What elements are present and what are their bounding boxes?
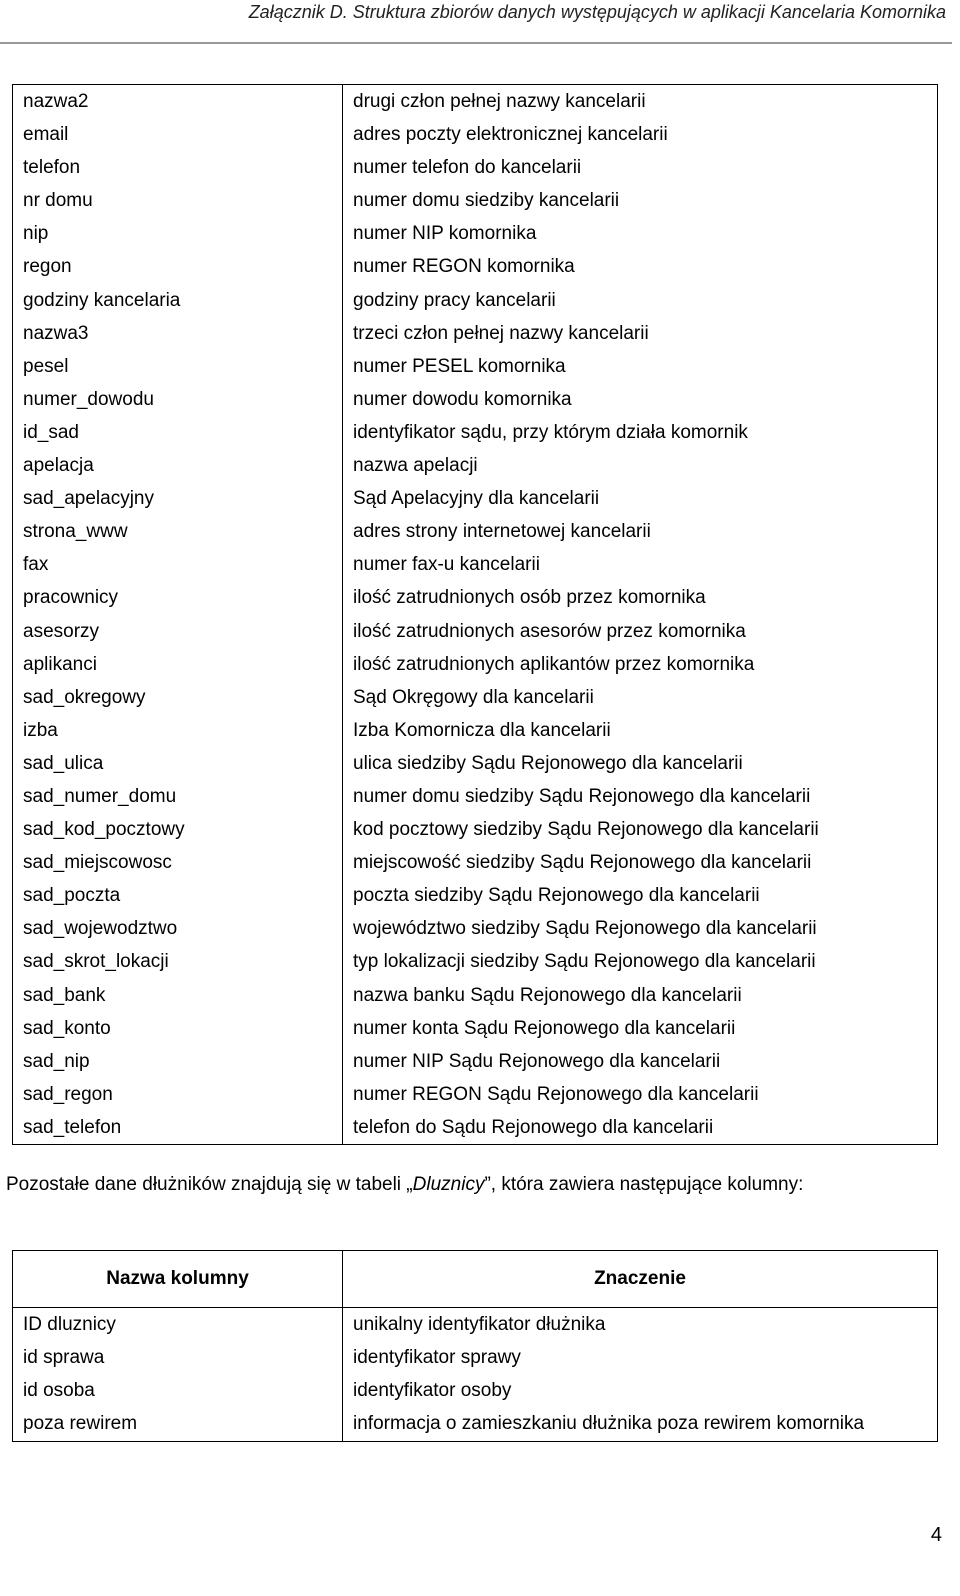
table-row xyxy=(13,581,938,614)
column-name-cell: id sprawa xyxy=(13,1341,343,1374)
column-meaning-cell: województwo siedziby Sądu Rejonowego dla kancelarii xyxy=(343,912,938,945)
column-name-cell: sad_bank xyxy=(13,979,343,1012)
column-meaning-cell: numer telefon do kancelarii xyxy=(343,151,938,184)
column-name-cell: pesel xyxy=(13,350,343,383)
column-meaning-cell: Izba Komornicza dla kancelarii xyxy=(343,714,938,747)
column-name-cell: sad_konto xyxy=(13,1012,343,1045)
column-meaning-cell: identyfikator osoby xyxy=(343,1374,938,1407)
column-meaning-cell: trzeci człon pełnej nazwy kancelarii xyxy=(343,317,938,350)
column-name-cell: sad_nip xyxy=(13,1045,343,1078)
column-name-cell: pracownicy xyxy=(13,581,343,614)
column-meaning-cell: numer fax-u kancelarii xyxy=(343,548,938,581)
table-row xyxy=(13,1045,938,1078)
column-name-cell: sad_regon xyxy=(13,1078,343,1111)
table-row xyxy=(13,912,938,945)
column-name-cell: sad_miejscowosc xyxy=(13,846,343,879)
dluznicy-table xyxy=(12,1250,938,1442)
table-row xyxy=(13,317,938,350)
column-name-cell: fax xyxy=(13,548,343,581)
column-meaning-cell: Sąd Apelacyjny dla kancelarii xyxy=(343,482,938,515)
column-name-cell: id_sad xyxy=(13,416,343,449)
column-name-cell: nr domu xyxy=(13,184,343,217)
column-meaning-cell: identyfikator sądu, przy którym działa komornik xyxy=(343,416,938,449)
table-row xyxy=(13,548,938,581)
column-meaning-cell: unikalny identyfikator dłużnika xyxy=(343,1308,938,1342)
column-name-cell: izba xyxy=(13,714,343,747)
table-row xyxy=(13,184,938,217)
table-row xyxy=(13,714,938,747)
column-name-cell: ID dluznicy xyxy=(13,1308,343,1342)
table-row xyxy=(13,350,938,383)
paragraph-before: Pozostałe dane dłużników znajdują się w tabeli „ xyxy=(6,1174,413,1195)
column-header-meaning: Znaczenie xyxy=(343,1251,938,1308)
column-meaning-cell: ilość zatrudnionych osób przez komornika xyxy=(343,581,938,614)
table-row xyxy=(13,1078,938,1111)
column-meaning-cell: adres strony internetowej kancelarii xyxy=(343,515,938,548)
column-meaning-cell: numer REGON komornika xyxy=(343,250,938,283)
intro-paragraph xyxy=(6,1174,803,1196)
table-row xyxy=(13,383,938,416)
column-meaning-cell: nazwa banku Sądu Rejonowego dla kancelarii xyxy=(343,979,938,1012)
column-meaning-cell: ilość zatrudnionych asesorów przez komornika xyxy=(343,615,938,648)
column-meaning-cell: numer NIP Sądu Rejonowego dla kancelarii xyxy=(343,1045,938,1078)
column-meaning-cell: ulica siedziby Sądu Rejonowego dla kancelarii xyxy=(343,747,938,780)
page-header xyxy=(0,0,960,44)
table-row xyxy=(13,118,938,151)
table-row xyxy=(13,747,938,780)
column-meaning-cell: miejscowość siedziby Sądu Rejonowego dla kancelarii xyxy=(343,846,938,879)
column-meaning-cell: informacja o zamieszkaniu dłużnika poza rewirem komornika xyxy=(343,1407,938,1442)
table-row xyxy=(13,250,938,283)
column-name-cell: sad_skrot_lokacji xyxy=(13,945,343,978)
column-meaning-cell: Sąd Okręgowy dla kancelarii xyxy=(343,681,938,714)
column-name-cell: nazwa2 xyxy=(13,85,343,119)
column-name-cell: nip xyxy=(13,217,343,250)
table-row xyxy=(13,681,938,714)
table-header-row xyxy=(13,1251,938,1308)
page-number: 4 xyxy=(930,1524,942,1546)
table-row xyxy=(13,1308,938,1342)
column-meaning-cell: numer domu siedziby Sądu Rejonowego dla kancelarii xyxy=(343,780,938,813)
table-row xyxy=(13,879,938,912)
table-row xyxy=(13,1111,938,1145)
column-meaning-cell: numer REGON Sądu Rejonowego dla kancelarii xyxy=(343,1078,938,1111)
column-meaning-cell: numer dowodu komornika xyxy=(343,383,938,416)
table-row xyxy=(13,1407,938,1442)
column-name-cell: sad_wojewodztwo xyxy=(13,912,343,945)
table-row xyxy=(13,846,938,879)
table-row xyxy=(13,449,938,482)
column-name-cell: id osoba xyxy=(13,1374,343,1407)
column-meaning-cell: numer NIP komornika xyxy=(343,217,938,250)
fields-table-body xyxy=(13,85,938,1145)
header-title: Załącznik D. Struktura zbiorów danych występujących w aplikacji Kancelaria Komornika xyxy=(248,2,946,22)
column-name-cell: strona_www xyxy=(13,515,343,548)
table-row xyxy=(13,1341,938,1374)
table-row xyxy=(13,979,938,1012)
table-row xyxy=(13,945,938,978)
table-row xyxy=(13,615,938,648)
column-name-cell: sad_okregowy xyxy=(13,681,343,714)
table-row xyxy=(13,515,938,548)
table-row xyxy=(13,648,938,681)
column-header-name: Nazwa kolumny xyxy=(13,1251,343,1308)
column-meaning-cell: kod pocztowy siedziby Sądu Rejonowego dla kancelarii xyxy=(343,813,938,846)
column-name-cell: telefon xyxy=(13,151,343,184)
column-name-cell: email xyxy=(13,118,343,151)
column-name-cell: aplikanci xyxy=(13,648,343,681)
column-name-cell: apelacja xyxy=(13,449,343,482)
table-row xyxy=(13,416,938,449)
table-row xyxy=(13,813,938,846)
column-name-cell: sad_numer_domu xyxy=(13,780,343,813)
column-name-cell: sad_kod_pocztowy xyxy=(13,813,343,846)
column-name-cell: poza rewirem xyxy=(13,1407,343,1442)
header-rule xyxy=(0,42,952,44)
column-name-cell: sad_ulica xyxy=(13,747,343,780)
paragraph-table-name: Dluznicy xyxy=(412,1174,485,1195)
column-meaning-cell: numer PESEL komornika xyxy=(343,350,938,383)
table-row xyxy=(13,85,938,119)
dluznicy-table-body xyxy=(13,1308,938,1442)
column-name-cell: sad_telefon xyxy=(13,1111,343,1145)
column-meaning-cell: numer konta Sądu Rejonowego dla kancelarii xyxy=(343,1012,938,1045)
column-name-cell: nazwa3 xyxy=(13,317,343,350)
column-meaning-cell: typ lokalizacji siedziby Sądu Rejonowego dla kancelarii xyxy=(343,945,938,978)
column-meaning-cell: nazwa apelacji xyxy=(343,449,938,482)
table-row xyxy=(13,1374,938,1407)
column-meaning-cell: poczta siedziby Sądu Rejonowego dla kancelarii xyxy=(343,879,938,912)
column-name-cell: godziny kancelaria xyxy=(13,284,343,317)
column-name-cell: numer_dowodu xyxy=(13,383,343,416)
column-meaning-cell: numer domu siedziby kancelarii xyxy=(343,184,938,217)
column-name-cell: sad_poczta xyxy=(13,879,343,912)
column-meaning-cell: adres poczty elektronicznej kancelarii xyxy=(343,118,938,151)
table-row xyxy=(13,151,938,184)
column-meaning-cell: telefon do Sądu Rejonowego dla kancelarii xyxy=(343,1111,938,1145)
column-name-cell: asesorzy xyxy=(13,615,343,648)
paragraph-after: ”, która zawiera następujące kolumny: xyxy=(484,1174,804,1195)
column-name-cell: regon xyxy=(13,250,343,283)
table-row xyxy=(13,780,938,813)
fields-table xyxy=(12,84,938,1145)
column-meaning-cell: ilość zatrudnionych aplikantów przez komornika xyxy=(343,648,938,681)
column-name-cell: sad_apelacyjny xyxy=(13,482,343,515)
table-row xyxy=(13,217,938,250)
column-meaning-cell: identyfikator sprawy xyxy=(343,1341,938,1374)
column-meaning-cell: drugi człon pełnej nazwy kancelarii xyxy=(343,85,938,119)
table-row xyxy=(13,482,938,515)
table-row xyxy=(13,284,938,317)
table-row xyxy=(13,1012,938,1045)
column-meaning-cell: godziny pracy kancelarii xyxy=(343,284,938,317)
